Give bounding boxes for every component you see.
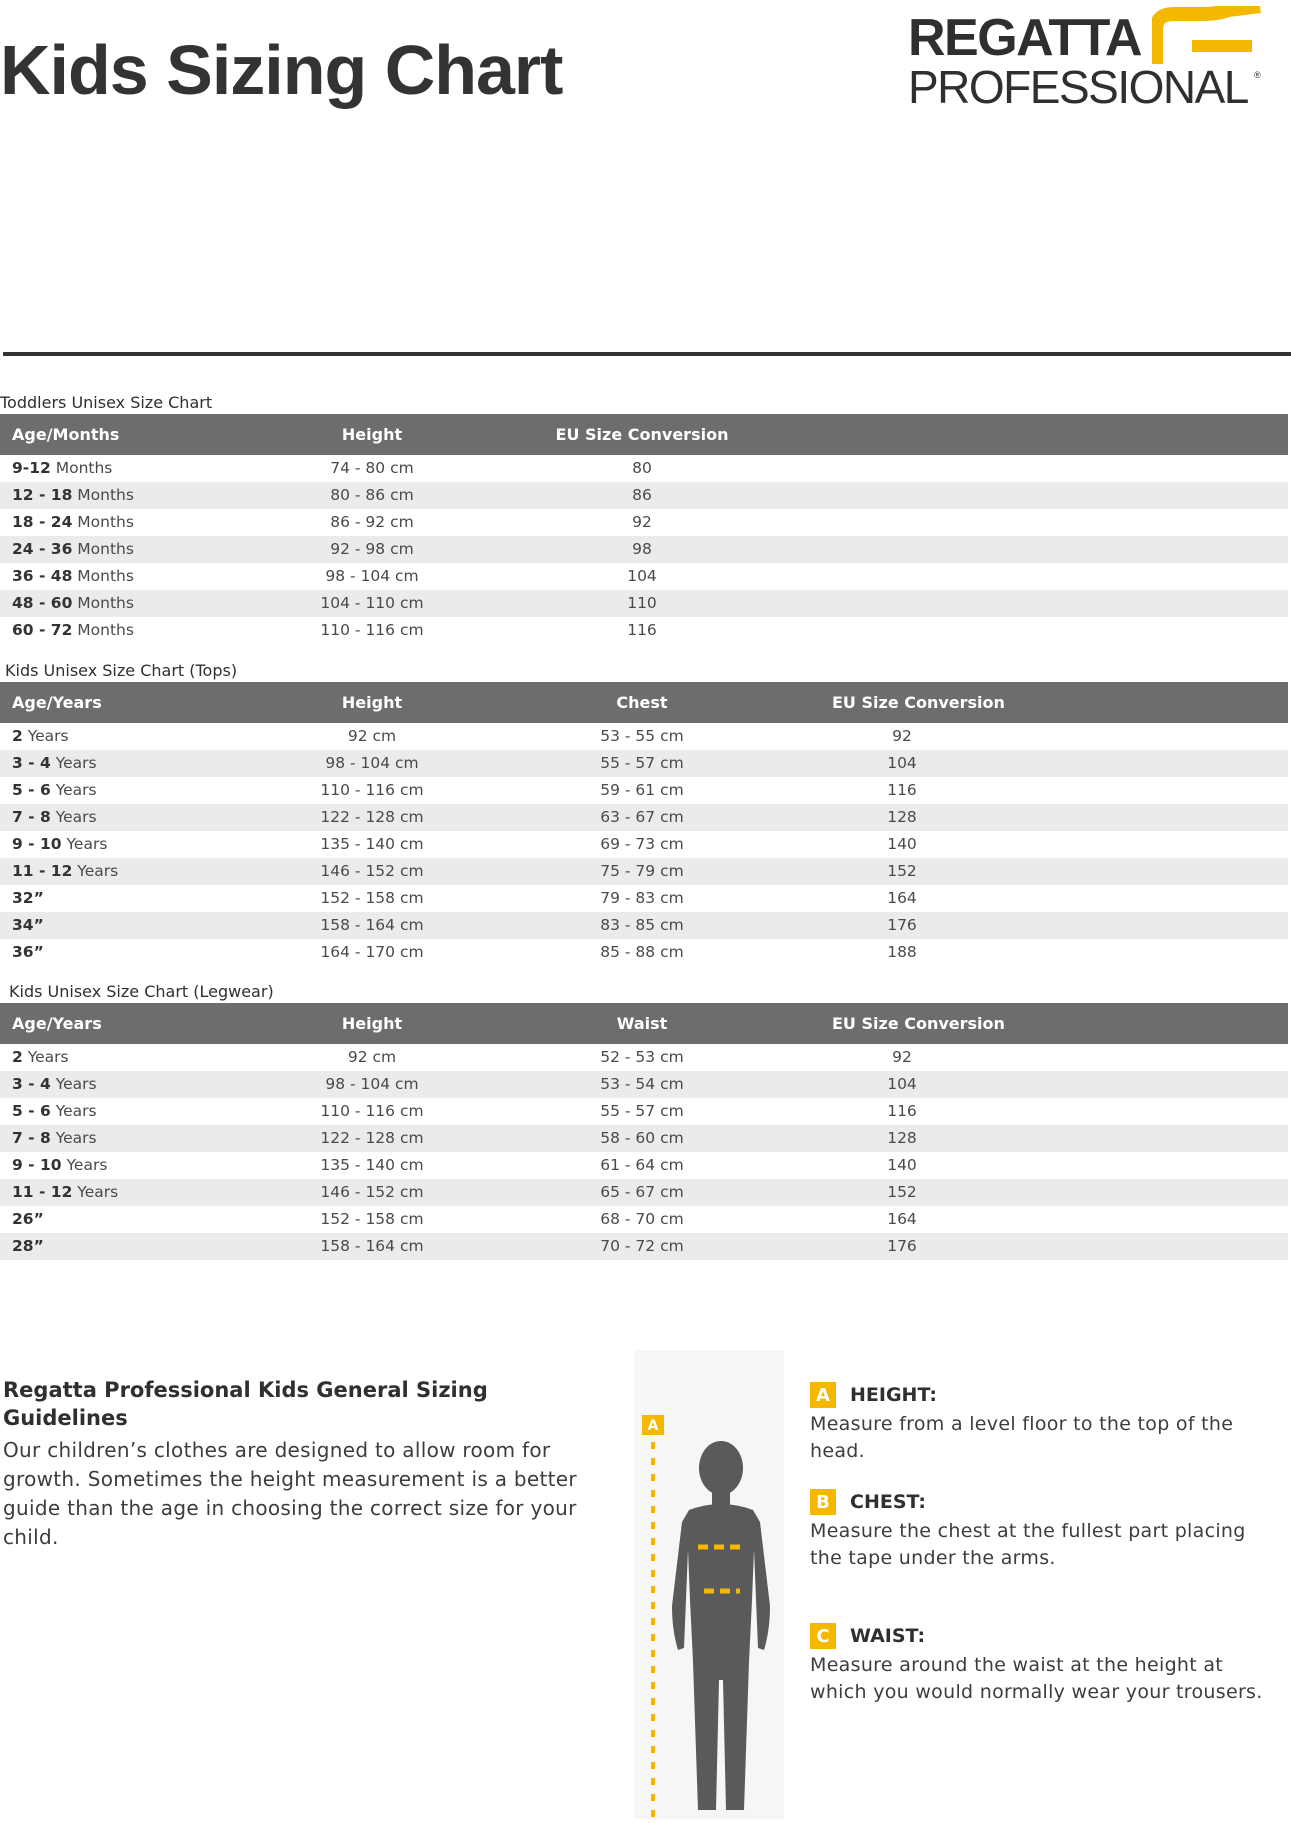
column-header: EU Size Conversion (832, 693, 1005, 712)
chest-title: CHEST: (850, 1491, 927, 1513)
age-cell (0, 590, 292, 617)
column-header-empty (972, 682, 1288, 723)
age-unit: Months (72, 486, 134, 504)
height-badge: A (810, 1382, 836, 1408)
age-cell (0, 1179, 292, 1206)
column-header: Waist (616, 1014, 668, 1033)
empty-cell (972, 777, 1288, 804)
table-row (0, 1233, 1288, 1260)
table-cell: 59 - 61 cm (600, 781, 684, 799)
section-title: Toddlers Unisex Size Chart (0, 393, 213, 412)
table-body (0, 455, 1288, 644)
table-cell: 176 (887, 916, 917, 934)
table-cell: 92 - 98 cm (330, 540, 414, 558)
legwear-size-table (0, 1003, 1288, 1260)
table-cell: 135 - 140 cm (320, 835, 424, 853)
age-cell (0, 617, 292, 644)
table-row (0, 750, 1288, 777)
age-unit: Years (72, 1183, 119, 1201)
table-cell: 140 (887, 835, 917, 853)
table-cell: 104 (887, 1075, 917, 1093)
table-cell: 164 (887, 1210, 917, 1228)
empty-cell (972, 723, 1288, 750)
age-value: 7 - 8 (12, 808, 51, 826)
chest-badge: B (810, 1489, 836, 1515)
age-value: 28” (12, 1237, 44, 1255)
table-cell: 128 (887, 1129, 917, 1147)
age-cell (0, 831, 292, 858)
age-unit: Years (50, 754, 97, 772)
empty-cell (972, 1125, 1288, 1152)
age-cell (0, 804, 292, 831)
age-unit: Years (50, 1102, 97, 1120)
table-cell: 79 - 83 cm (600, 889, 684, 907)
age-cell (0, 1044, 292, 1071)
empty-cell (832, 509, 1288, 536)
waist-text: Measure around the waist at the height at which you would normally wear your trousers. (810, 1654, 1263, 1703)
table-cell: 164 (887, 889, 917, 907)
age-value: 32” (12, 889, 44, 907)
table-cell: 98 (632, 540, 652, 558)
table-cell: 188 (887, 943, 917, 961)
empty-cell (972, 1071, 1288, 1098)
empty-cell (972, 1179, 1288, 1206)
age-value: 9 - 10 (12, 835, 62, 853)
table-row (0, 885, 1288, 912)
age-cell (0, 939, 292, 966)
table-cell: 140 (887, 1156, 917, 1174)
table-body (0, 1044, 1288, 1260)
table-cell: 110 - 116 cm (320, 1102, 424, 1120)
table-cell: 152 (887, 862, 917, 880)
empty-cell (972, 750, 1288, 777)
age-cell (0, 723, 292, 750)
table-cell: 104 - 110 cm (320, 594, 424, 612)
table-cell: 70 - 72 cm (600, 1237, 684, 1255)
age-unit: Months (72, 567, 134, 585)
age-value: 26” (12, 1210, 44, 1228)
table-cell: 104 (627, 567, 657, 585)
table-cell: 158 - 164 cm (320, 1237, 424, 1255)
table-header-row (0, 414, 1288, 455)
age-cell (0, 777, 292, 804)
table-header-row (0, 1003, 1288, 1044)
table-cell: 65 - 67 cm (600, 1183, 684, 1201)
child-silhouette-icon (634, 1350, 784, 1819)
age-cell (0, 858, 292, 885)
table-cell: 69 - 73 cm (600, 835, 684, 853)
age-cell (0, 912, 292, 939)
table-row (0, 509, 1288, 536)
table-cell: 98 - 104 cm (325, 1075, 419, 1093)
table-cell: 152 (887, 1183, 917, 1201)
empty-cell (972, 885, 1288, 912)
column-header: Height (341, 693, 403, 712)
age-cell (0, 455, 292, 482)
age-value: 9-12 (12, 459, 51, 477)
age-unit: Years (72, 862, 119, 880)
table-cell: 55 - 57 cm (600, 754, 684, 772)
age-value: 11 - 12 (12, 862, 73, 880)
table-cell: 92 (632, 513, 652, 531)
table-cell: 98 - 104 cm (325, 567, 419, 585)
column-header: EU Size Conversion (832, 1014, 1005, 1033)
tops-size-table (0, 682, 1288, 966)
empty-cell (972, 912, 1288, 939)
age-cell (0, 1206, 292, 1233)
column-header: Chest (616, 693, 668, 712)
empty-cell (832, 590, 1288, 617)
chest-text: Measure the chest at the fullest part placing the tape under the arms. (810, 1520, 1246, 1569)
age-value: 34” (12, 916, 44, 934)
age-unit: Years (50, 808, 97, 826)
table-row (0, 590, 1288, 617)
table-row (0, 1152, 1288, 1179)
table-cell: 68 - 70 cm (600, 1210, 684, 1228)
waist-title: WAIST: (850, 1625, 926, 1647)
empty-cell (972, 939, 1288, 966)
table-cell: 92 cm (347, 727, 397, 745)
column-header-empty (972, 1003, 1288, 1044)
age-cell (0, 563, 292, 590)
table-row (0, 1179, 1288, 1206)
age-unit: Months (72, 540, 134, 558)
table-body (0, 723, 1288, 966)
column-header: Age/Years (12, 693, 102, 712)
table-cell: 58 - 60 cm (600, 1129, 684, 1147)
table-row (0, 858, 1288, 885)
table-row (0, 1125, 1288, 1152)
age-value: 3 - 4 (12, 1075, 51, 1093)
age-unit: Months (72, 621, 134, 639)
age-unit: Months (72, 513, 134, 531)
header-divider (3, 352, 1291, 356)
age-value: 7 - 8 (12, 1129, 51, 1147)
page-title: Kids Sizing Chart (0, 31, 563, 109)
toddlers-size-table (0, 414, 1288, 644)
age-value: 12 - 18 (12, 486, 73, 504)
table-row (0, 617, 1288, 644)
age-value: 18 - 24 (12, 513, 73, 531)
height-text: Measure from a level floor to the top of the head. (810, 1413, 1234, 1462)
age-cell (0, 1233, 292, 1260)
age-cell (0, 1071, 292, 1098)
age-value: 5 - 6 (12, 781, 51, 799)
empty-cell (832, 455, 1288, 482)
guidelines-heading: Regatta Professional Kids General Sizing Guidelines (3, 1378, 488, 1430)
table-cell: 75 - 79 cm (600, 862, 684, 880)
table-row (0, 563, 1288, 590)
legwear-section (0, 981, 1288, 1260)
table-cell: 158 - 164 cm (320, 916, 424, 934)
table-cell: 92 cm (347, 1048, 397, 1066)
table-cell: 61 - 64 cm (600, 1156, 684, 1174)
table-row (0, 1098, 1288, 1125)
age-cell (0, 1098, 292, 1125)
age-value: 2 (12, 727, 23, 745)
column-header: EU Size Conversion (555, 425, 729, 444)
column-header-empty (832, 414, 1288, 455)
table-row (0, 1044, 1288, 1071)
table-row (0, 912, 1288, 939)
empty-cell (832, 482, 1288, 509)
tops-section (0, 660, 1288, 966)
table-cell: 98 - 104 cm (325, 754, 419, 772)
logo-registered-mark: ® (1254, 70, 1261, 80)
age-unit: Months (72, 594, 134, 612)
age-unit: Years (50, 1075, 97, 1093)
table-row (0, 723, 1288, 750)
table-cell: 110 - 116 cm (320, 621, 424, 639)
column-header: Height (341, 1014, 403, 1033)
empty-cell (972, 1233, 1288, 1260)
age-value: 11 - 12 (12, 1183, 73, 1201)
age-value: 2 (12, 1048, 23, 1066)
table-row (0, 804, 1288, 831)
empty-cell (832, 563, 1288, 590)
table-cell: 122 - 128 cm (320, 808, 424, 826)
age-unit: Years (22, 727, 69, 745)
table-cell: 53 - 54 cm (600, 1075, 684, 1093)
age-cell (0, 482, 292, 509)
table-cell: 110 (627, 594, 657, 612)
measure-height (810, 1381, 1280, 1465)
table-cell: 83 - 85 cm (600, 916, 684, 934)
age-value: 48 - 60 (12, 594, 73, 612)
guidelines-text: Our children’s clothes are designed to allow room for growth. Sometimes the height measurement is a better guide than the age in choosing the correct size for your child. (3, 1438, 577, 1549)
waist-badge: C (810, 1623, 836, 1649)
toddlers-section (0, 392, 1288, 644)
table-cell: 164 - 170 cm (320, 943, 424, 961)
regatta-professional-logo (908, 6, 1268, 113)
table-cell: 86 (632, 486, 652, 504)
logo-line-2: PROFESSIONAL (908, 61, 1248, 113)
measure-chest (810, 1488, 1280, 1572)
empty-cell (972, 1206, 1288, 1233)
table-cell: 116 (627, 621, 657, 639)
age-value: 36 - 48 (12, 567, 73, 585)
height-marker-label: A (647, 1418, 659, 1434)
empty-cell (972, 1044, 1288, 1071)
table-row (0, 831, 1288, 858)
empty-cell (832, 536, 1288, 563)
empty-cell (972, 1152, 1288, 1179)
empty-cell (972, 831, 1288, 858)
age-unit: Years (22, 1048, 69, 1066)
table-cell: 116 (887, 1102, 917, 1120)
section-title: Kids Unisex Size Chart (Tops) (5, 661, 238, 680)
measure-waist (810, 1622, 1280, 1706)
table-cell: 92 (892, 727, 912, 745)
age-unit: Months (50, 459, 113, 477)
age-unit: Years (61, 835, 108, 853)
measurement-figure (634, 1350, 784, 1819)
age-unit: Years (50, 1129, 97, 1147)
empty-cell (972, 804, 1288, 831)
table-cell: 53 - 55 cm (600, 727, 684, 745)
table-cell: 128 (887, 808, 917, 826)
table-cell: 122 - 128 cm (320, 1129, 424, 1147)
table-header-row (0, 682, 1288, 723)
table-cell: 80 - 86 cm (330, 486, 414, 504)
age-cell (0, 885, 292, 912)
table-cell: 86 - 92 cm (330, 513, 414, 531)
empty-cell (972, 858, 1288, 885)
column-header: Age/Months (12, 425, 120, 444)
table-cell: 135 - 140 cm (320, 1156, 424, 1174)
table-row (0, 536, 1288, 563)
table-row (0, 777, 1288, 804)
table-cell: 152 - 158 cm (320, 1210, 424, 1228)
age-value: 5 - 6 (12, 1102, 51, 1120)
sizing-guidelines (3, 1376, 613, 1552)
section-title: Kids Unisex Size Chart (Legwear) (9, 982, 274, 1001)
table-row (0, 939, 1288, 966)
age-unit: Years (50, 781, 97, 799)
table-cell: 52 - 53 cm (600, 1048, 684, 1066)
table-cell: 85 - 88 cm (600, 943, 684, 961)
age-value: 9 - 10 (12, 1156, 62, 1174)
age-cell (0, 750, 292, 777)
table-cell: 104 (887, 754, 917, 772)
age-unit: Years (61, 1156, 108, 1174)
table-row (0, 455, 1288, 482)
table-cell: 146 - 152 cm (320, 862, 424, 880)
empty-cell (832, 617, 1288, 644)
age-cell (0, 509, 292, 536)
table-cell: 110 - 116 cm (320, 781, 424, 799)
table-row (0, 482, 1288, 509)
age-value: 60 - 72 (12, 621, 73, 639)
height-title: HEIGHT: (850, 1384, 937, 1406)
column-header: Age/Years (12, 1014, 102, 1033)
table-cell: 152 - 158 cm (320, 889, 424, 907)
age-value: 24 - 36 (12, 540, 73, 558)
table-row (0, 1206, 1288, 1233)
age-value: 3 - 4 (12, 754, 51, 772)
table-cell: 55 - 57 cm (600, 1102, 684, 1120)
table-cell: 92 (892, 1048, 912, 1066)
age-cell (0, 536, 292, 563)
table-cell: 176 (887, 1237, 917, 1255)
age-value: 36” (12, 943, 44, 961)
table-cell: 74 - 80 cm (330, 459, 414, 477)
empty-cell (972, 1098, 1288, 1125)
table-row (0, 1071, 1288, 1098)
table-cell: 116 (887, 781, 917, 799)
logo-line-1: REGATTA (908, 9, 1142, 67)
table-cell: 63 - 67 cm (600, 808, 684, 826)
age-cell (0, 1152, 292, 1179)
table-cell: 80 (632, 459, 652, 477)
age-cell (0, 1125, 292, 1152)
logo-mark-icon (1152, 6, 1264, 66)
column-header: Height (341, 425, 403, 444)
table-cell: 146 - 152 cm (320, 1183, 424, 1201)
